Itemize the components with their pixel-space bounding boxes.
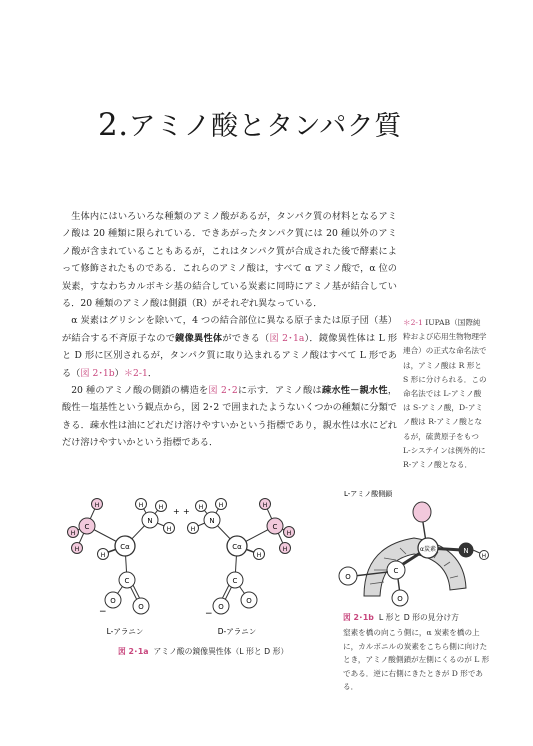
atom-label-c: C bbox=[393, 567, 399, 575]
atom-label-h: H bbox=[74, 546, 80, 553]
atom-label-o: O bbox=[138, 603, 144, 611]
figure-reference: 図 2･1a bbox=[269, 332, 305, 344]
atom-label-h: H bbox=[158, 504, 164, 511]
atom-label-o: O bbox=[345, 573, 351, 581]
atom-label-n: N bbox=[147, 517, 153, 525]
charge-minus: − bbox=[205, 609, 213, 619]
l-alanine-molecule bbox=[68, 499, 180, 637]
atom-label-o: O bbox=[246, 597, 252, 605]
atom-label-o: O bbox=[110, 597, 116, 605]
atom-label-h: H bbox=[138, 502, 144, 509]
key-term: 疎水性－親水性 bbox=[321, 385, 388, 397]
figure-2-1a-number: 図 2･1a bbox=[118, 647, 149, 656]
atom-label-h: H bbox=[218, 502, 224, 509]
body-paragraph bbox=[62, 208, 397, 312]
atom-label-ca: Cα bbox=[120, 543, 130, 551]
atom-label-h: H bbox=[166, 526, 172, 533]
sidenote-mark: ＊2-1 bbox=[403, 318, 423, 327]
body-text bbox=[62, 208, 397, 452]
atom-label-h: H bbox=[262, 502, 268, 509]
atom-label-h: H bbox=[198, 504, 204, 511]
text-run: ． bbox=[147, 367, 158, 379]
atom-label-c: C bbox=[232, 577, 238, 585]
body-paragraph bbox=[62, 382, 397, 452]
sidenote-text: IUPAB（国際純粋および応用生物物理学連合）の正式な命名法では，アミノ酸は R 形と S 形に分けられる．この命名法では L-アミノ酸は S-アミノ酸，D-アミノ酸は R-アミノ酸となるが，硫黄原子をもつ L-システインは例外的に R-アミノ酸となる． bbox=[403, 318, 487, 470]
atom-label-n: N bbox=[463, 547, 469, 555]
charge-plus: + bbox=[173, 507, 180, 516]
text-run: 20 種のアミノ酸の側鎖の構造を bbox=[71, 385, 209, 397]
atom-label-o: O bbox=[397, 595, 403, 603]
sidenote bbox=[403, 316, 487, 472]
text-run: α 炭素はグリシンを除いて，4 つの結合部位に異なる原子または原子団（基）が結合する不斉原子なので bbox=[62, 315, 397, 344]
figure-2-1b-caption bbox=[343, 612, 459, 623]
figure-2-1b bbox=[326, 484, 496, 610]
l-alanine-label: L-アラニン bbox=[106, 627, 144, 636]
chapter-title bbox=[98, 104, 402, 143]
atom-label-h: H bbox=[94, 502, 100, 509]
figure-2-1b-caption-title: L 形と D 形の見分け方 bbox=[378, 613, 459, 622]
figure-reference: 図 2･1b bbox=[80, 367, 115, 379]
atom-label-c: C bbox=[84, 523, 90, 531]
alpha-carbon-label: α炭素 bbox=[420, 546, 436, 553]
atom-label-o: O bbox=[218, 603, 224, 611]
key-term: 鏡像異性体 bbox=[175, 332, 223, 344]
chapter-title-text: アミノ酸とタンパク質 bbox=[128, 111, 402, 142]
body-paragraph bbox=[62, 312, 397, 382]
text-run: に示す．アミノ酸は bbox=[237, 385, 322, 397]
charge-minus: − bbox=[99, 607, 107, 617]
text-run: ） bbox=[114, 367, 124, 379]
atom-label-h: H bbox=[190, 526, 196, 533]
figure-reference: 図 2･2 bbox=[208, 385, 238, 397]
d-alanine-label: D-アラニン bbox=[217, 627, 257, 636]
text-run: 生体内にはいろいろな種類のアミノ酸があるが，タンパク質の材料となるアミノ酸は 20 種類に限られている．できあがったタンパク質には 20 種以外のアミノ酸が含まれていることもあるが，これはタンパク質が合成された後で酵素によって修飾されたものである．これらのアミノ酸は，すべて α アミノ酸で，α 位の炭素，すなわちカルボキシ基の結合している炭素に同時にアミノ基が結合している．20 種類のアミノ酸は側鎖（R）がそれぞれ異なっている． bbox=[62, 211, 397, 310]
figure-2-1a bbox=[55, 482, 305, 642]
atom-label-c: C bbox=[124, 577, 130, 585]
atom-label-c: C bbox=[272, 523, 278, 531]
figure-2-1a-caption bbox=[118, 646, 288, 657]
figure-2-1b-number: 図 2･1b bbox=[343, 613, 374, 622]
figure-reference: ＊2-1 bbox=[123, 367, 148, 379]
text-run: ）．鏡像異性体は L 形と D 形に区別されるが，タンパク質に取り込まれるアミノ酸はすべて L 形である（ bbox=[62, 332, 398, 379]
atom-label-h: H bbox=[100, 552, 106, 559]
atom-label-h: H bbox=[70, 530, 76, 537]
atom-label-h: H bbox=[481, 553, 487, 560]
charge-plus: + bbox=[183, 507, 190, 516]
chapter-number: 2. bbox=[98, 107, 129, 143]
atom-label-h: H bbox=[282, 546, 288, 553]
side-chain-label: L-アミノ酸側鎖 bbox=[344, 490, 393, 498]
atom-label-ca: Cα bbox=[232, 543, 242, 551]
text-run: ができる（ bbox=[222, 332, 270, 344]
figure-2-1a-caption-text: アミノ酸の鏡像異性体（L 形と D 形） bbox=[153, 647, 289, 656]
d-alanine-molecule bbox=[183, 499, 295, 637]
atom-label-n: N bbox=[209, 517, 215, 525]
atom-label-h: H bbox=[256, 552, 262, 559]
figure-2-1b-caption-body: 窒素を橋の向こう側に，α 炭素を橋の上に，カルボニルの炭素をこちら側に向けたとき，アミノ酸側鎖が左側にくるのが L 形である．逆に右側にきたときが D 形である． bbox=[343, 628, 490, 692]
text-run: ，酸性－塩基性という観点から，図 2･2 で囲まれたようないくつかの種類に分類できる．疎水性は油にどれだけ溶けやすいかという指標であり，親水性は水にどれだけ溶けやすいかという指標である． bbox=[62, 385, 398, 449]
atom-label-h: H bbox=[286, 530, 292, 537]
